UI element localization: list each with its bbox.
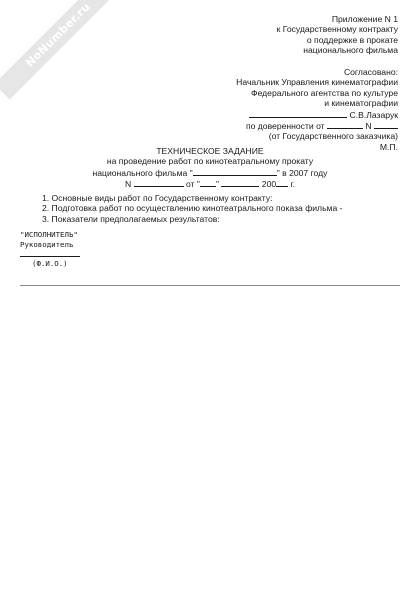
approval-position-line: Федерального агентства по культуре xyxy=(251,87,398,98)
approval-signature-line xyxy=(236,109,398,120)
number-date-line xyxy=(0,178,420,189)
g-label: г. xyxy=(290,179,296,190)
title-line: на проведение работ по кинотеатральному прокату xyxy=(106,156,314,167)
appendix-block xyxy=(277,14,398,56)
number-label: N xyxy=(365,121,372,132)
appendix-line: национального фильма xyxy=(303,45,398,56)
stamp-label: М.П. xyxy=(379,141,398,152)
power-of-attorney-label: по доверенности от xyxy=(245,121,325,132)
list-item: 2. Подготовка работ по осуществлению кинотеатрального показа фильма - xyxy=(42,203,343,214)
list-item: 1. Основные виды работ по Государственному контракту: xyxy=(42,193,273,203)
approval-agreed: Согласовано: xyxy=(343,67,398,77)
power-of-attorney-line xyxy=(236,120,398,131)
approval-position-line: Начальник Управления кинематографии xyxy=(236,77,398,88)
watermark: NoNumber.ru xyxy=(0,0,123,100)
executor-role: Руководитель xyxy=(20,240,74,249)
date-blank xyxy=(327,120,363,129)
n-label: N xyxy=(124,179,132,190)
appendix-line: о поддержке в прокате xyxy=(306,34,398,45)
signature-underline xyxy=(20,256,80,257)
executor-signature xyxy=(20,230,78,250)
quote-close: " xyxy=(215,179,220,190)
appendix-line: к Государственному контракту xyxy=(276,24,398,35)
month-blank xyxy=(221,178,259,187)
number-blank xyxy=(374,120,398,129)
film-name-line xyxy=(0,167,420,178)
signature-blank xyxy=(249,109,347,118)
year-blank xyxy=(276,178,288,187)
year-label: 200 xyxy=(261,179,277,190)
customer-label: (от Государственного заказчика) xyxy=(268,131,398,142)
number-blank xyxy=(134,178,184,187)
title-block xyxy=(0,146,420,190)
approval-position-line: и кинематографии xyxy=(324,98,398,109)
appendix-line: Приложение N 1 xyxy=(331,14,398,24)
approval-block xyxy=(236,67,398,152)
film-name-blank xyxy=(193,167,277,176)
page-divider xyxy=(20,285,400,286)
from-label: от " xyxy=(185,179,200,190)
signatory-name: С.В.Лазарук xyxy=(349,109,398,120)
day-blank xyxy=(200,178,216,187)
list-item: 3. Показатели предполагаемых результатов: xyxy=(42,213,220,224)
executor-label: "ИСПОЛНИТЕЛЬ" xyxy=(20,230,78,239)
work-list xyxy=(42,193,343,224)
fio-label: (Ф.И.О.) xyxy=(32,259,68,268)
document-title: ТЕХНИЧЕСКОЕ ЗАДАНИЕ xyxy=(156,146,264,156)
film-suffix: " в 2007 году xyxy=(276,167,328,178)
film-prefix: национального фильма " xyxy=(92,167,193,178)
